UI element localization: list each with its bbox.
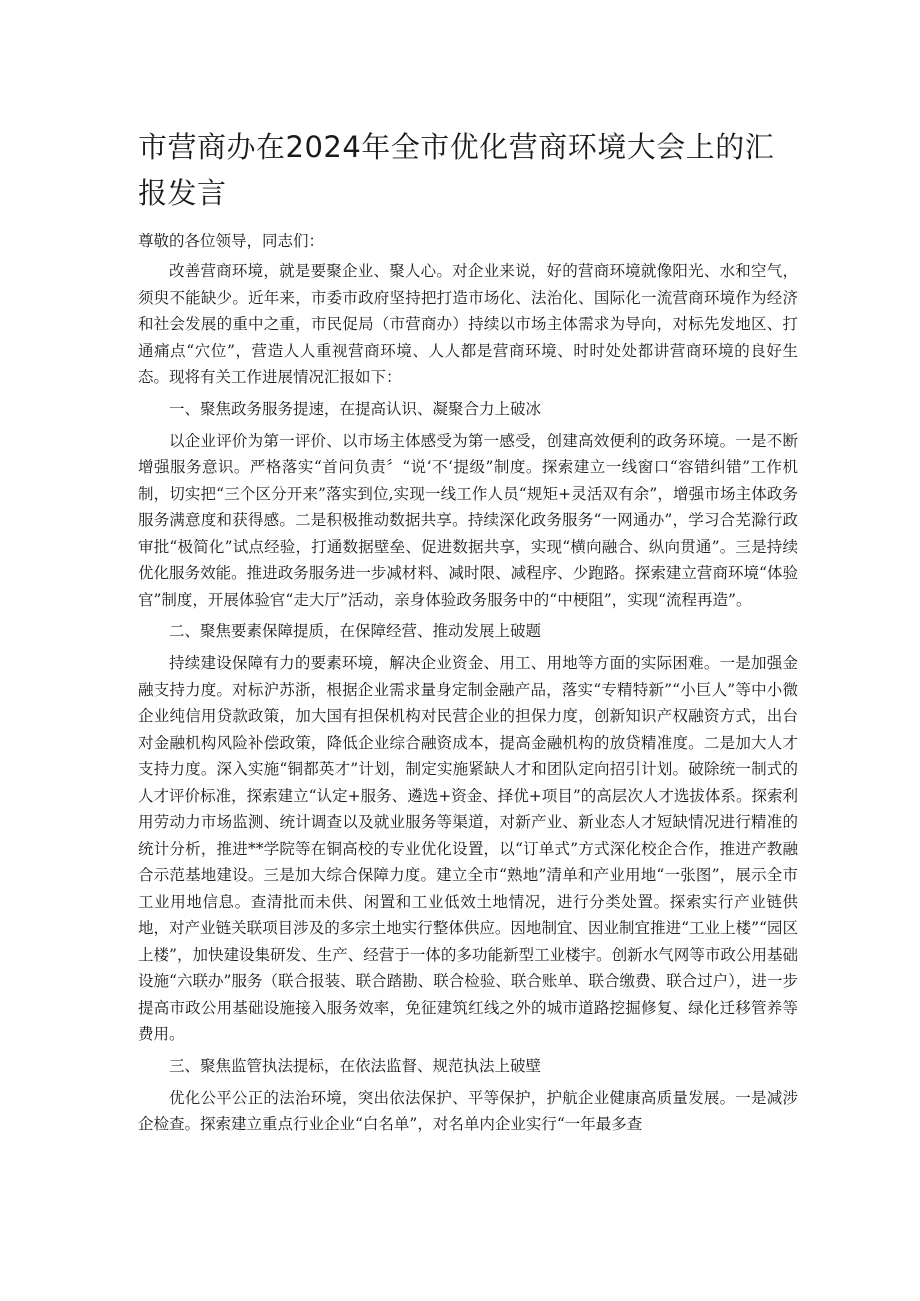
document-page (138, 124, 798, 1143)
salutation: 尊敬的各位领导，同志们： (138, 232, 325, 250)
intro-paragraph: 改善营商环境，就是要聚企业、聚人心。对企业来说，好的营商环境就像阳光、水和空气，须臾不能缺少。近年来，市委市政府坚持把打造市场化、法治化、国际化一流营商环境作为经济和社会发展的重中之重，市民促局（市营商办）持续以市场主体需求为导向，对标先发地区、打通痛点“穴位”，营造人人重视营商环境、人人都是营商环境、时时处处都讲营商环境的良好生态。现将有关工作进展情况汇报如下： (138, 262, 798, 386)
section-body-2: 持续建设保障有力的要素环境，解决企业资金、用工、用地等方面的实际困难。一是加强金融支持力度。对标沪苏浙，根据企业需求量身定制金融产品，落实“专精特新”“小巨人”等中小微企业纯信用贷款政策，加大国有担保机构对民营企业的担保力度，创新知识产权融资方式，出台对金融机构风险补偿政策，降低企业综合融资成本，提高金融机构的放贷精准度。二是加大人才支持力度。深入实施“铜都英才”计划，制定实施紧缺人才和团队定向招引计划。破除统一制式的人才评价标准，探索建立“认定+服务、遴选+资金、择优+项目”的高层次人才选拔体系。探索利用劳动力市场监测、统计调查以及就业服务等渠道，对新产业、新业态人才短缺情况进行精准的统计分析，推进**学院等在铜高校的专业优化设置，以“订单式”方式深化校企合作，推进产教融合示范基地建设。三是加大综合保障力度。建立全市“熟地”清单和产业用地“一张图”，展示全市工业用地信息。查清批而未供、闲置和工业低效土地情况，进行分类处置。探索实行产业链供地，对产业链关联项目涉及的多宗土地实行整体供应。因地制宜、因业制宜推进“工业上楼”“园区上楼”，加快建设集研发、生产、经营于一体的多功能新型工业楼宇。创新水气网等市政公用基础设施“六联办”服务（联合报装、联合踏勘、联合检验、联合账单、联合缴费、联合过户），进一步提高市政公用基础设施接入服务效率，免征建筑红线之外的城市道路挖掘修复、绿化迁移管养等费用。 (138, 654, 798, 1043)
section-heading-3: 三、聚焦监管执法提标，在依法监督、规范执法上破壁 (169, 1056, 542, 1075)
document-title: 市营商办在2024年全市优化营商环境大会上的汇报发言 (138, 130, 775, 210)
section-heading-1: 一、聚焦政务服务提速，在提高认识、凝聚合力上破冰 (169, 399, 542, 418)
section-heading-2: 二、聚焦要素保障提质，在保障经营、推动发展上破题 (169, 622, 542, 640)
section-body-1: 以企业评价为第一评价、以市场主体感受为第一感受，创建高效便利的政务环境。一是不断增强服务意识。严格落实“首问负责〞“说‘不‘提级”制度。探索建立一线窗口“容错纠错”工作机制，切实把“三个区分开来”落实到位,实现一线工作人员“规矩+灵活双有余”，增强市场主体政务服务满意度和获得感。二是积极推动数据共享。持续深化政务服务“一网通办”，学习合芜滁行政审批“极简化”试点经验，打通数据壁垒、促进数据共享，实现“横向融合、纵向贯通”。三是持续优化服务效能。推进政务服务进一步减材料、减时限、减程序、少跑路。探索建立营商环境“体验官”制度，开展体验官“走大厅”活动，亲身体验政务服务中的“中梗阻”，实现“流程再造”。 (138, 431, 798, 609)
section-body-3: 优化公平公正的法治环境，突出依法保护、平等保护，护航企业健康高质量发展。一是减涉企检查。探索建立重点行业企业“白名单”，对名单内企业实行“一年最多查 (138, 1088, 798, 1133)
